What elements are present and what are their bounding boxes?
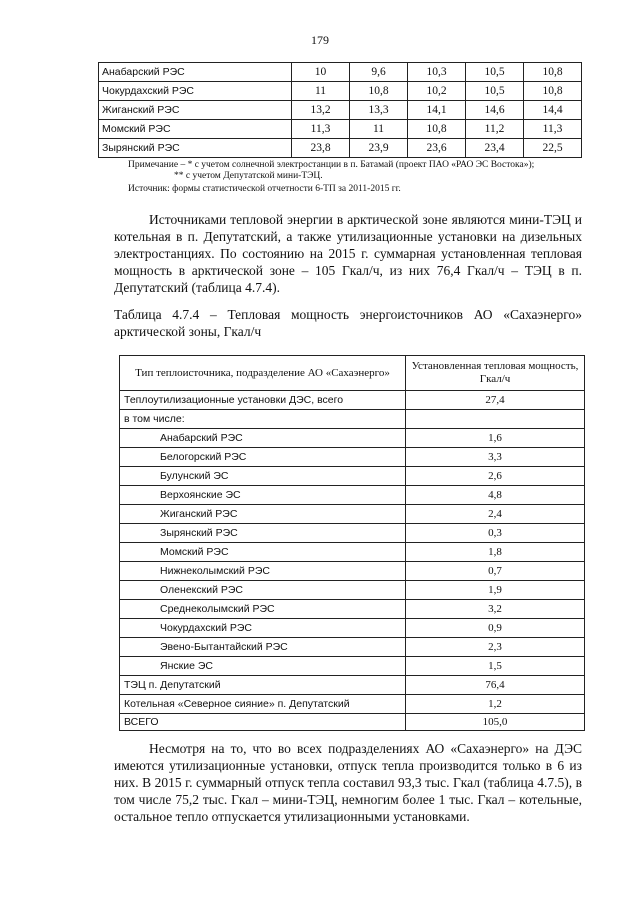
region-name: Момский РЭС (99, 120, 292, 139)
tec-value: 76,4 (406, 676, 585, 695)
value-cell: 23,6 (408, 139, 466, 158)
paragraph-heat-supply: Несмотря на то, что во всех подразделениях АО «Сахаэнерго» на ДЭС имеются утилизационные установки, отпуск тепла производится только в 6 из них. В 2015 г. суммарный отпуск тепла составил 93,3 тыс. Гкал (таблица 4.7.5), в том числе 75,2 тыс. Гкал – мини-ТЭЦ, немногим более 1 тыс. Гкал – котельные, остальное тепло отпускается утилизационными установками. (114, 741, 582, 824)
value-cell: 22,5 (524, 139, 582, 158)
subdivision-value: 3,2 (406, 600, 585, 619)
value-cell: 11,2 (466, 120, 524, 139)
empty-cell (406, 410, 585, 429)
subdivision-value: 3,3 (406, 448, 585, 467)
table-row (120, 600, 585, 619)
table-row (120, 429, 585, 448)
value-cell: 11 (292, 82, 350, 101)
table-row (120, 543, 585, 562)
subdivision-value: 0,3 (406, 524, 585, 543)
subdivision-name: Нижнеколымский РЭС (120, 562, 406, 581)
table-row (120, 486, 585, 505)
value-cell: 10,5 (466, 63, 524, 82)
table-row (99, 63, 582, 82)
subdivision-value: 1,9 (406, 581, 585, 600)
table-row (120, 619, 585, 638)
table-row (99, 120, 582, 139)
subdivision-value: 4,8 (406, 486, 585, 505)
subdivision-name: Белогорский РЭС (120, 448, 406, 467)
subdivision-value: 2,3 (406, 638, 585, 657)
value-cell: 10,2 (408, 82, 466, 101)
value-cell: 10 (292, 63, 350, 82)
table-row (120, 657, 585, 676)
subdivision-value: 1,8 (406, 543, 585, 562)
subdivision-name: Оленекский РЭС (120, 581, 406, 600)
subdivision-name: Момский РЭС (120, 543, 406, 562)
heat-capacity-table (119, 355, 585, 731)
boiler-label: Котельная «Северное сияние» п. Депутатский (120, 695, 406, 714)
header-source-type: Тип теплоисточника, подразделение АО «Сахаэнерго» (120, 356, 406, 391)
region-name: Жиганский РЭС (99, 101, 292, 120)
value-cell: 23,8 (292, 139, 350, 158)
table-note: Примечание – * с учетом солнечной электростанции в п. Батамай (проект ПАО «РАО ЭС Востока»); (128, 160, 535, 170)
dgs-total-label: Теплоутилизационные установки ДЭС, всего (120, 391, 406, 410)
table-row (120, 505, 585, 524)
table-row (120, 391, 585, 410)
header-capacity: Установленная тепловая мощность, Гкал/ч (406, 356, 585, 391)
table-row (120, 695, 585, 714)
subdivision-name: Янские ЭС (120, 657, 406, 676)
value-cell: 14,4 (524, 101, 582, 120)
value-cell: 11 (350, 120, 408, 139)
subdivision-name: Булунский ЭС (120, 467, 406, 486)
value-cell: 10,8 (350, 82, 408, 101)
value-cell: 10,8 (408, 120, 466, 139)
table-source: Источник: формы статистической отчетности 6-ТП за 2011-2015 гг. (128, 184, 401, 194)
value-cell: 14,6 (466, 101, 524, 120)
subdivision-value: 2,6 (406, 467, 585, 486)
value-cell: 14,1 (408, 101, 466, 120)
subdivision-value: 0,9 (406, 619, 585, 638)
subdivision-name: Верхоянские ЭС (120, 486, 406, 505)
table-row (120, 638, 585, 657)
subdivision-value: 2,4 (406, 505, 585, 524)
table-row (120, 410, 585, 429)
total-label: ВСЕГО (120, 714, 406, 731)
value-cell: 13,3 (350, 101, 408, 120)
value-cell: 9,6 (350, 63, 408, 82)
value-cell: 23,9 (350, 139, 408, 158)
total-value: 105,0 (406, 714, 585, 731)
subdivision-value: 1,5 (406, 657, 585, 676)
table-row (99, 82, 582, 101)
value-cell: 11,3 (524, 120, 582, 139)
value-cell: 10,8 (524, 63, 582, 82)
subdivision-name: Зырянский РЭС (120, 524, 406, 543)
table-row (99, 139, 582, 158)
subdivision-name: Чокурдахский РЭС (120, 619, 406, 638)
region-name: Анабарский РЭС (99, 63, 292, 82)
value-cell: 10,5 (466, 82, 524, 101)
table-note-2: ** с учетом Депутатской мини-ТЭЦ. (174, 171, 323, 181)
subdivision-name: Среднеколымский РЭС (120, 600, 406, 619)
page-number: 179 (311, 33, 329, 47)
region-name: Чокурдахский РЭС (99, 82, 292, 101)
table-row (120, 524, 585, 543)
value-cell: 10,8 (524, 82, 582, 101)
table-row (120, 448, 585, 467)
including-label: в том числе: (120, 410, 406, 429)
table-row (120, 467, 585, 486)
subdivision-name: Эвено-Бытантайский РЭС (120, 638, 406, 657)
table-total-row (120, 714, 585, 731)
table-row (120, 562, 585, 581)
table-row (120, 676, 585, 695)
table-header-row (120, 356, 585, 391)
value-cell: 11,3 (292, 120, 350, 139)
subdivision-name: Жиганский РЭС (120, 505, 406, 524)
table-caption: Таблица 4.7.4 – Тепловая мощность энергоисточников АО «Сахаэнерго» арктической зоны, Гкал/ч (114, 307, 582, 339)
dgs-total-value: 27,4 (406, 391, 585, 410)
value-cell: 10,3 (408, 63, 466, 82)
value-cell: 23,4 (466, 139, 524, 158)
table-row (120, 581, 585, 600)
paragraph-heat-sources: Источниками тепловой энергии в арктической зоне являются мини-ТЭЦ и котельная в п. Депутатский, а также утилизационные установки на дизельных электростанциях. По состоянию на 2015 г. суммарная установленная тепловая мощность в арктической зоне – 105 Гкал/ч, из них 76,4 Гкал/ч – ТЭЦ в п. Депутатский (таблица 4.7.4). (114, 212, 582, 295)
table-row (99, 101, 582, 120)
subdivision-name: Анабарский РЭС (120, 429, 406, 448)
tec-label: ТЭЦ п. Депутатский (120, 676, 406, 695)
regional-heat-table (98, 62, 582, 158)
subdivision-value: 1,6 (406, 429, 585, 448)
subdivision-value: 0,7 (406, 562, 585, 581)
value-cell: 13,2 (292, 101, 350, 120)
region-name: Зырянский РЭС (99, 139, 292, 158)
boiler-value: 1,2 (406, 695, 585, 714)
